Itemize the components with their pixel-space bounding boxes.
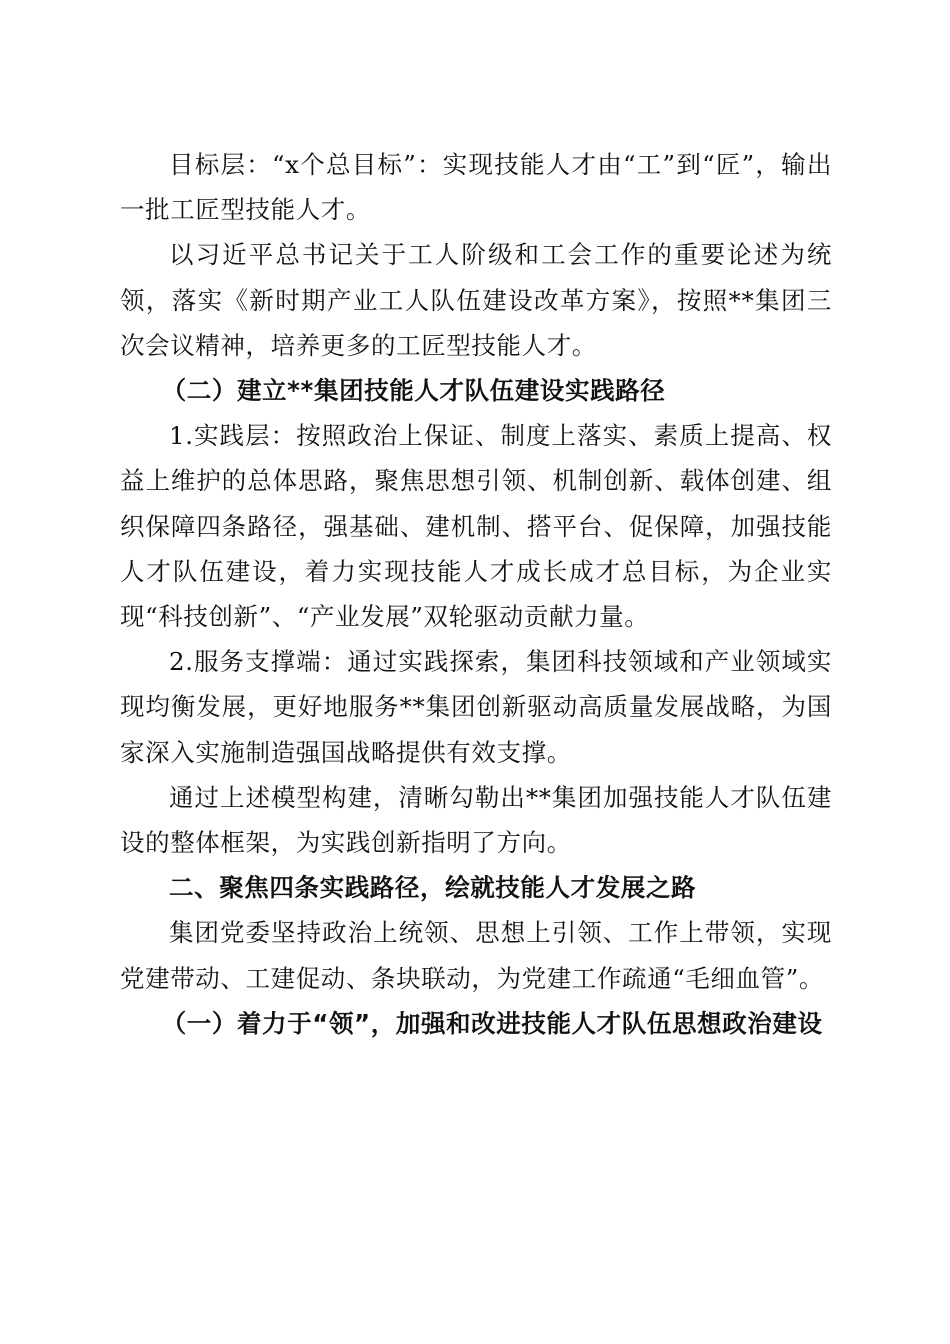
document-page	[120, 142, 832, 1046]
paragraph-service-support: 2.服务支撑端：通过实践探索，集团科技领域和产业领域实现均衡发展，更好地服务**集团创新驱动高质量发展战略，为国家深入实施制造强国战略提供有效支撑。	[120, 647, 832, 767]
paragraph-practice-layer: 1.实践层：按照政治上保证、制度上落实、素质上提高、权益上维护的总体思路，聚焦思想引领、机制创新、载体创建、组织保障四条路径，强基础、建机制、搭平台、促保障，加强技能人才队伍建设，着力实现技能人才成长成才总目标，为企业实现“科技创新”、“产业发展”双轮驱动贡献力量。	[120, 421, 832, 632]
paragraph-goal-layer: 目标层：“x个总目标”：实现技能人才由“工”到“匠”，输出一批工匠型技能人才。	[120, 150, 832, 225]
paragraph-model-summary: 通过上述模型构建，清晰勾勒出**集团加强技能人才队伍建设的整体框架，为实践创新指明了方向。	[120, 782, 832, 858]
paragraph-party-committee: 集团党委坚持政治上统领、思想上引领、工作上带领，实现党建带动、工建促动、条块联动，为党建工作疏通“毛细血管”。	[120, 918, 832, 993]
section-heading-practice-path: （二）建立**集团技能人才队伍建设实践路径	[161, 376, 666, 406]
section-heading-lead: （一）着力于“领”，加强和改进技能人才队伍思想政治建设	[161, 1008, 823, 1038]
chapter-heading-four-paths: 二、聚焦四条实践路径，绘就技能人才发展之路	[169, 873, 697, 903]
paragraph-guiding-principle: 以习近平总书记关于工人阶级和工会工作的重要论述为统领，落实《新时期产业工人队伍建设改革方案》，按照**集团三次会议精神，培养更多的工匠型技能人才。	[120, 240, 832, 360]
